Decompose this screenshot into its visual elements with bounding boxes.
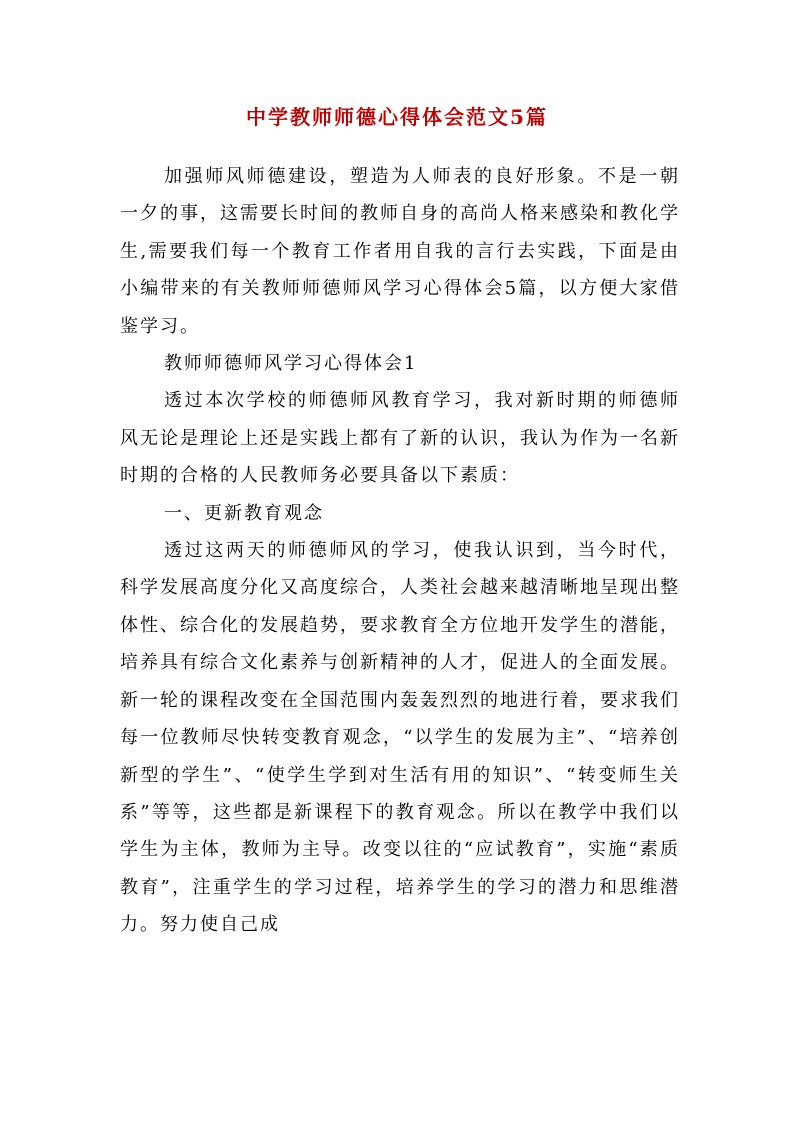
document-body — [120, 158, 680, 944]
section-heading-1: 教师师德师风学习心得体会1 — [164, 353, 418, 375]
subheading-update-concept: 一、更新教育观念 — [164, 502, 324, 524]
document-title: 中学教师师德心得体会范文5篇 — [246, 105, 548, 129]
intro-paragraph: 加强师风师德建设，塑造为人师表的良好形象。不是一朝一夕的事，这需要长时间的教师自身的高尚人格来感染和教化学生,需要我们每一个教育工作者用自我的言行去实践，下面是由小编带来的有关教师师德师风学习心得体会5篇，以方便大家借鉴学习。 — [120, 166, 680, 337]
body-paragraph-1: 透过本次学校的师德师风教育学习，我对新时期的师德师风无论是理论上还是实践上都有了新的认识，我认为作为一名新时期的合格的人民教师务必要具备以下素质： — [120, 390, 680, 487]
body-paragraph-2: 透过这两天的师德师风的学习，使我认识到，当今时代，科学发展高度分化又高度综合，人类社会越来越清晰地呈现出整体性、综合化的发展趋势，要求教育全方位地开发学生的潜能，培养具有综合文化素养与创新精神的人才，促进人的全面发展。新一轮的课程改变在全国范围内轰轰烈烈的地进行着，要求我们每一位教师尽快转变教育观念，“以学生的发展为主”、“培养创新型的学生”、“使学生学到对生活有用的知识”、“转变师生关系”等等，这些都是新课程下的教育观念。所以在教学中我们以学生为主体，教师为主导。改变以往的“应试教育”，实施“素质教育”，注重学生的学习过程，培养学生的学习的潜力和思维潜力。努力使自己成 — [120, 540, 680, 936]
